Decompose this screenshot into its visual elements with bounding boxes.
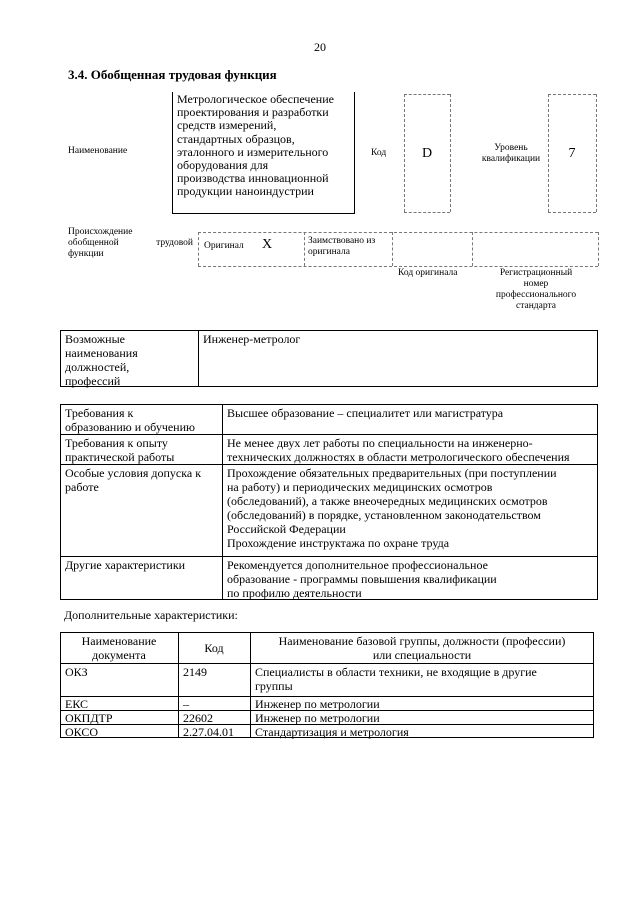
table-row-doc: ЕКС [65,697,89,711]
req-education-value: Высшее образование – специалитет или магистратура [227,406,504,420]
positions-label: Возможные наименования должностей, профессий [65,332,138,388]
table-row-doc: ОКЗ [65,665,88,679]
section-title: 3.4. Обобщенная трудовая функция [68,67,277,82]
original-label: Оригинал [204,241,244,251]
table-row-name: Специалисты в области техники, не входящие в другие группы [255,665,537,693]
origin-label: Происхождение обобщенной трудовой функции [68,227,193,259]
table-row-code: – [183,697,189,711]
table-row-code: 2.27.04.01 [183,725,234,739]
level-value: 7 [568,146,576,161]
code-original-label: Код оригинала [398,268,458,278]
name-value: Метрологическое обеспечение проектирования и разработки средств измерений, стандартных образцов, эталонного и измерительного оборудования для производства инновационной продукции наноиндустрии [177,92,334,199]
page-number: 20 [314,40,326,54]
name-value-box [172,92,355,214]
code-value: D [421,146,433,161]
col-header-code: Код [204,641,224,655]
table-row-name: Стандартизация и метрология [255,725,409,739]
table-row-doc: ОКПДТР [65,711,113,725]
req-special-value: Прохождение обязательных предварительных (при поступлении на работу) и периодических медицинских осмотров (обследований), а также внеочередных медицинских осмотров (обследований) в порядке, установленном законодательством Российской Федерации Прохождение инструктажа по охране труда [227,466,557,550]
table-row-code: 22602 [183,711,213,725]
req-special-label: Особые условия допуска к работе [65,466,202,494]
additional-title: Дополнительные характеристики: [64,608,238,622]
req-experience-label: Требования к опыту практической работы [65,436,175,464]
registration-number-label: Регистрационный номер профессионального стандарта [495,268,577,311]
req-education-label: Требования к образованию и обучению [65,406,195,434]
col-header-name: Наименование базовой группы, должности (профессии) или специальности [278,634,566,662]
original-mark: X [262,237,273,252]
positions-value: Инженер-метролог [203,332,301,346]
col-header-document: Наименование документа [81,634,157,662]
borrowed-label: Заимствовано из оригинала [308,236,376,257]
table-row-doc: ОКСО [65,725,99,739]
table-row-name: Инженер по метрологии [255,697,380,711]
code-label: Код [371,148,387,158]
table-row-name: Инженер по метрологии [255,711,380,725]
table-row-code: 2149 [183,665,207,679]
name-label: Наименование [68,146,128,156]
req-experience-value: Не менее двух лет работы по специальности на инженерно- технических должностях в области метрологического обеспечения [227,436,570,464]
level-label: Уровень квалификации [481,143,541,164]
req-other-label: Другие характеристики [65,558,186,572]
req-other-value: Рекомендуется дополнительное профессиональное образование - программы повышения квалификации по профилю деятельности [227,558,497,600]
